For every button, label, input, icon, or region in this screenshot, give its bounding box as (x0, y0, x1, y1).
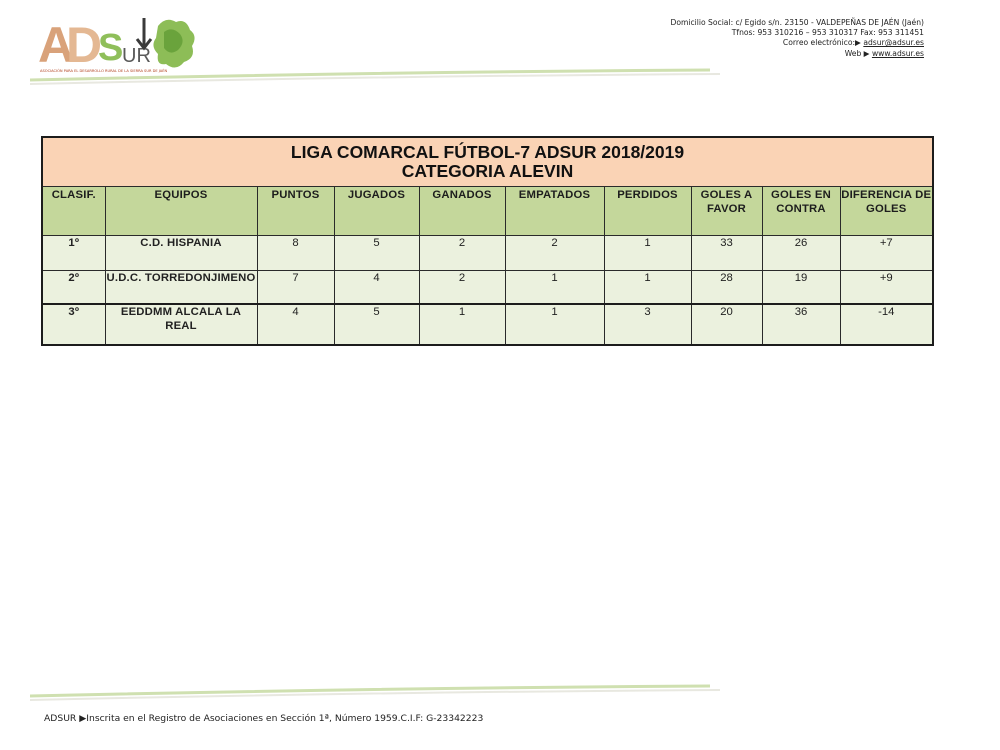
column-header: EQUIPOS (105, 187, 257, 236)
table-cell-position: 1º (42, 236, 105, 271)
footer-divider (30, 682, 730, 706)
svg-text:A: A (38, 17, 75, 73)
contact-phones: Tfnos: 953 310216 – 953 310317 Fax: 953 311451 (731, 28, 924, 38)
table-cell: 33 (691, 236, 762, 271)
svg-text:D: D (66, 17, 103, 73)
contact-email-label: Correo electrónico:▶ (782, 38, 861, 48)
table-cell: +9 (840, 271, 933, 305)
table-cell: 1 (419, 304, 505, 345)
table-cell: 2 (419, 236, 505, 271)
footer-registration: ADSUR ▶Inscrita en el Registro de Asociaciones en Sección 1ª, Número 1959.C.I.F: G-23342223 (44, 713, 484, 724)
column-header: DIFERENCIA DE GOLES (840, 187, 933, 236)
table-cell: 1 (604, 236, 691, 271)
table-cell: 36 (762, 304, 840, 345)
table-cell: 1 (604, 271, 691, 305)
column-header: CLASIF. (42, 187, 105, 236)
table-cell-team: EEDDMM ALCALA LA REAL (105, 304, 257, 345)
column-header: JUGADOS (334, 187, 419, 236)
table-row (42, 304, 933, 345)
column-header: PERDIDOS (604, 187, 691, 236)
contact-web-label: Web ▶ (844, 48, 870, 58)
column-header: GANADOS (419, 187, 505, 236)
table-cell: 2 (419, 271, 505, 305)
table-cell: 5 (334, 304, 419, 345)
svg-text:S: S (98, 27, 124, 69)
table-title: LIGA COMARCAL FÚTBOL-7 ADSUR 2018/2019 (290, 142, 685, 162)
table-cell: 20 (691, 304, 762, 345)
table-cell: 7 (257, 271, 334, 305)
league-table (41, 136, 934, 346)
table-cell: 4 (334, 271, 419, 305)
column-header: PUNTOS (257, 187, 334, 236)
table-cell: 2 (505, 236, 604, 271)
svg-text:UR: UR (122, 45, 151, 67)
column-header: GOLES EN CONTRA (762, 187, 840, 236)
table-cell: 28 (691, 271, 762, 305)
table-cell-position: 2º (42, 271, 105, 305)
header-divider (30, 66, 730, 90)
table-header-row (42, 187, 933, 236)
contact-web-line (670, 49, 924, 59)
table-cell: 19 (762, 271, 840, 305)
table-cell: 26 (762, 236, 840, 271)
table-title-cell (42, 137, 933, 187)
table-cell-team: U.D.C. TORREDONJIMENO (105, 271, 257, 305)
column-header: GOLES A FAVOR (691, 187, 762, 236)
table-cell: 5 (334, 236, 419, 271)
table-subtitle: CATEGORIA ALEVIN (401, 161, 574, 181)
table-row (42, 236, 933, 271)
contact-email-link[interactable]: adsur@adsur.es (863, 38, 924, 48)
contact-web-link[interactable]: www.adsur.es (871, 48, 924, 58)
table-cell-position: 3º (42, 304, 105, 345)
table-cell: 4 (257, 304, 334, 345)
table-cell: 8 (257, 236, 334, 271)
table-cell: -14 (840, 304, 933, 345)
column-header: EMPATADOS (505, 187, 604, 236)
table-cell: 1 (505, 304, 604, 345)
table-row (42, 271, 933, 305)
contact-block (670, 18, 924, 59)
svg-text:ASOCIACIÓN PARA EL DESARROLLO: ASOCIACIÓN PARA EL DESARROLLO RURAL DE LA SIERRA SUR DE JAÉN (40, 69, 168, 73)
table-cell: 1 (505, 271, 604, 305)
contact-address: Domicilio Social: c/ Egido s/n. 23150 - VALDEPEÑAS DE JAÉN (Jaén) (670, 18, 924, 27)
table-cell: 3 (604, 304, 691, 345)
table-cell-team: C.D. HISPANIA (105, 236, 257, 271)
contact-email-line (670, 38, 924, 48)
table-cell: +7 (840, 236, 933, 271)
